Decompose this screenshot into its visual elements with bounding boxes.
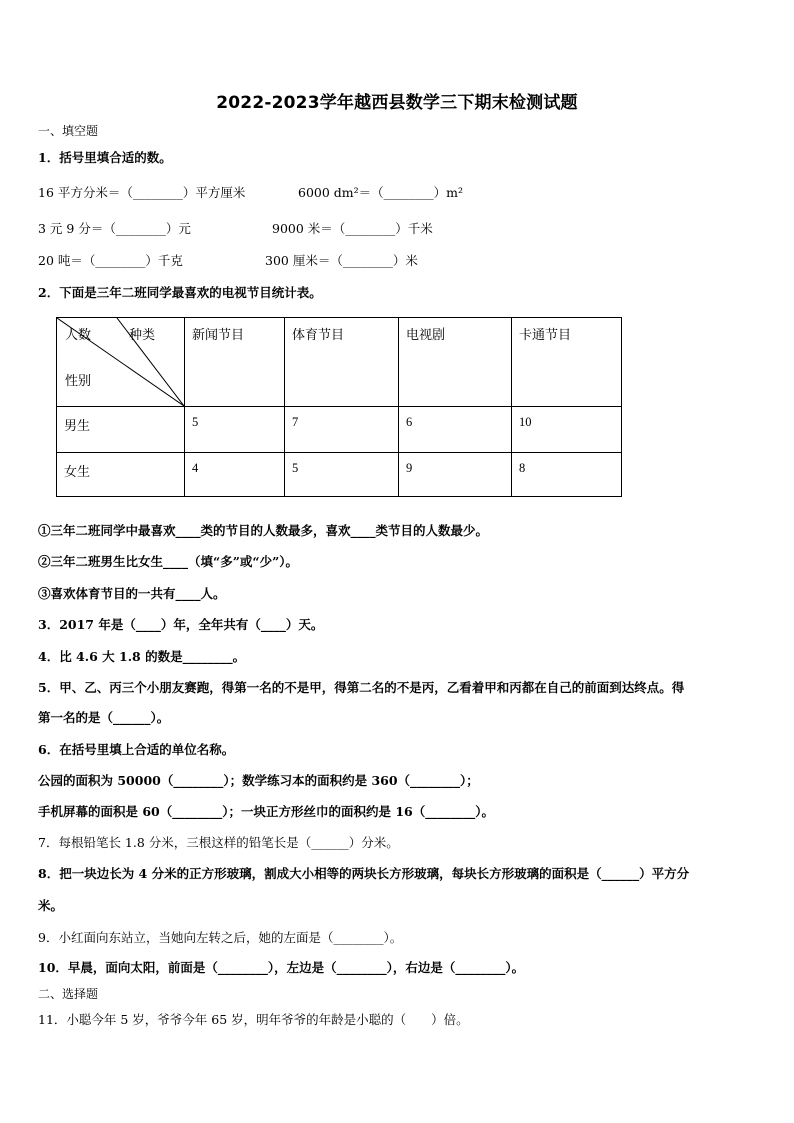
question-1-item: 6000 dm²＝（________）m² <box>298 185 464 200</box>
corner-label-count: 人数 <box>65 328 92 343</box>
question-6-line-1: 公园的面积为 50000（________）；数学练习本的面积约是 360（________）； <box>38 773 479 788</box>
question-10: 10．早晨，面向太阳，前面是（________），左边是（________），右边是（________）。 <box>38 960 525 975</box>
question-6-line-2: 手机屏幕的面积是 60（________）；一块正方形丝巾的面积约是 16（________）。 <box>38 804 494 819</box>
question-1-item: 16 平方分米＝（________）平方厘米 <box>38 185 246 200</box>
question-2-sub-2: ②三年二班男生比女生____（填“多”或“少”）。 <box>38 554 299 569</box>
question-3: 3．2017 年是（____）年，全年共有（____）天。 <box>38 617 324 632</box>
question-5-line-2: 第一名的是（______）。 <box>38 710 170 725</box>
table-corner-cell <box>57 318 185 407</box>
corner-label-category: 种类 <box>129 328 156 343</box>
question-7: 7．每根铅笔长 1.8 分米，三根这样的铅笔长是（______）分米。 <box>38 835 399 850</box>
question-1-stem: 1．括号里填合适的数。 <box>38 150 172 165</box>
table-value-cell: 7 <box>285 407 399 453</box>
question-1-item: 20 吨＝（________）千克 <box>38 253 183 268</box>
table-row <box>57 453 622 497</box>
question-8-line-1: 8．把一块边长为 4 分米的正方形玻璃，割成大小相等的两块长方形玻璃，每块长方形玻璃的面积是（______）平方分 <box>38 866 690 881</box>
corner-label-gender: 性别 <box>65 374 92 389</box>
question-1-item: 3 元 9 分＝（________）元 <box>38 221 191 236</box>
table-value-cell: 8 <box>512 453 622 497</box>
section-heading-fill-blank: 一、填空题 <box>38 124 99 138</box>
table-value-cell: 4 <box>185 453 285 497</box>
section-heading-multiple-choice: 二、选择题 <box>38 987 99 1001</box>
row-label-cell: 女生 <box>57 453 185 497</box>
question-5-line-1: 5．甲、乙、丙三个小朋友赛跑，得第一名的不是甲，得第二名的不是丙，乙看着甲和丙都在自己的前面到达终点。得 <box>38 680 685 695</box>
table-header-cell: 体育节目 <box>285 318 399 407</box>
page-title: 2022-2023学年越西县数学三下期末检测试题 <box>216 93 578 113</box>
table-row <box>57 407 622 453</box>
question-4: 4．比 4.6 大 1.8 的数是________。 <box>38 649 246 664</box>
table-header-row <box>57 318 622 407</box>
question-2-stem: 2．下面是三年二班同学最喜欢的电视节目统计表。 <box>38 285 322 300</box>
table-value-cell: 6 <box>399 407 512 453</box>
question-11: 11．小聪今年 5 岁，爷爷今年 65 岁，明年爷爷的年龄是小聪的（ ）倍。 <box>38 1012 469 1027</box>
table-header-cell: 新闻节目 <box>185 318 285 407</box>
question-1-item: 9000 米＝（________）千米 <box>272 221 433 236</box>
question-2-sub-3: ③喜欢体育节目的一共有____人。 <box>38 586 226 601</box>
table-value-cell: 5 <box>185 407 285 453</box>
table-value-cell: 9 <box>399 453 512 497</box>
tv-program-stats-table <box>56 317 622 497</box>
question-9: 9．小红面向东站立，当她向左转之后，她的左面是（________）。 <box>38 930 403 945</box>
table-header-cell: 卡通节目 <box>512 318 622 407</box>
table-header-cell: 电视剧 <box>399 318 512 407</box>
table-value-cell: 5 <box>285 453 399 497</box>
row-label-cell: 男生 <box>57 407 185 453</box>
question-8-line-2: 米。 <box>38 898 64 913</box>
question-1-item: 300 厘米＝（________）米 <box>265 253 418 268</box>
question-2-sub-1: ①三年二班同学中最喜欢____类的节目的人数最多，喜欢____类节目的人数最少。 <box>38 523 489 538</box>
table-value-cell: 10 <box>512 407 622 453</box>
question-6-stem: 6．在括号里填上合适的单位名称。 <box>38 742 235 757</box>
